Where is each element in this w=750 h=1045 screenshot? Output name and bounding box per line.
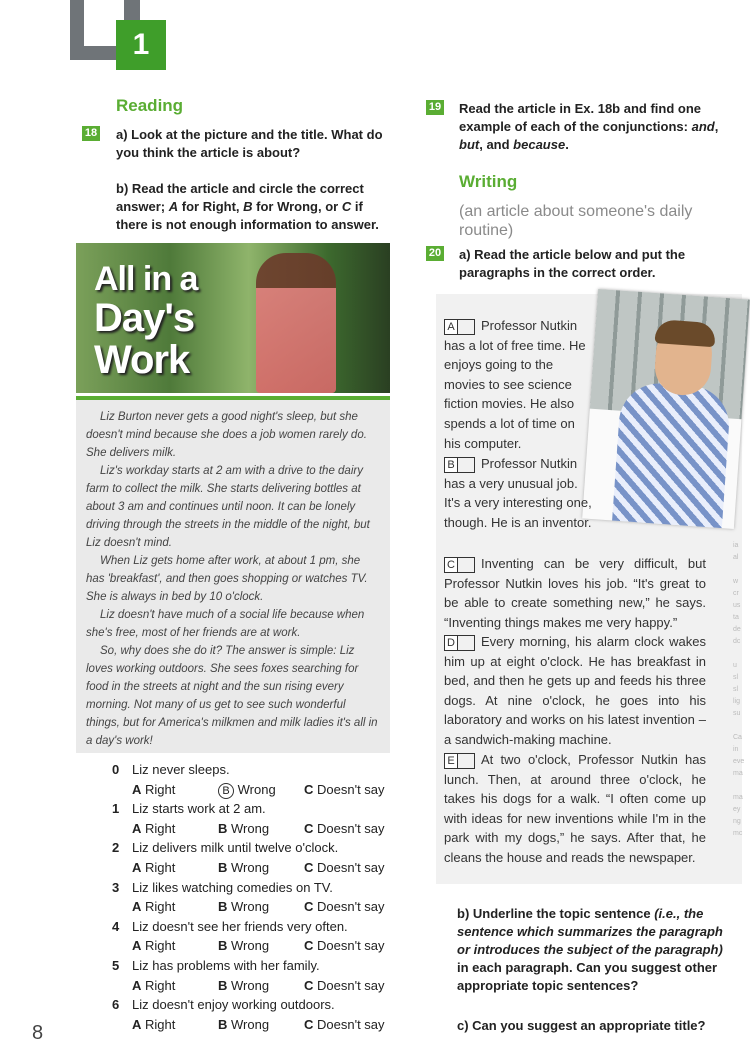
- option-c[interactable]: C Doesn't say: [304, 938, 385, 954]
- option-a[interactable]: A Right: [132, 899, 176, 915]
- option-b[interactable]: B Wrong: [218, 820, 270, 836]
- option-c[interactable]: C Doesn't say: [304, 977, 385, 993]
- paragraph-c: C Inventing can be very difficult, but Professor Nutkin loves his job. “It's great to be able to create something new,” he says. “Inventing things makes me very happy.”: [444, 556, 706, 630]
- answer-blank[interactable]: [458, 557, 475, 573]
- milk-article: [76, 396, 390, 753]
- option-a[interactable]: A Right: [132, 1016, 176, 1032]
- paragraph-letter-box: C: [444, 557, 458, 573]
- paragraph-letter-box: D: [444, 635, 458, 651]
- exercise-18a-instruction: a) Look at the picture and the title. What do you think the article is about?: [116, 127, 383, 160]
- option-b[interactable]: B Wrong: [218, 977, 270, 993]
- exercise-18b-instruction: b) Read the article and circle the correct answer; A for Right, B for Wrong, or C if there is not enough information to answer.: [116, 181, 379, 232]
- question-6: 6 Liz doesn't enjoy working outdoors.: [112, 997, 335, 1013]
- writing-subheading: (an article about someone's daily routine): [459, 203, 693, 239]
- page-number: 8: [32, 1022, 44, 1044]
- option-c[interactable]: C Doesn't say: [304, 859, 385, 875]
- question-3: 3 Liz likes watching comedies on TV.: [112, 879, 333, 895]
- option-b[interactable]: B Wrong: [218, 899, 270, 915]
- paragraph-letter-box: E: [444, 753, 458, 769]
- option-c[interactable]: C Doesn't say: [304, 820, 385, 836]
- option-a[interactable]: A Right: [132, 820, 176, 836]
- answer-blank[interactable]: [458, 319, 475, 335]
- paragraph-a: A Professor Nutkin has a lot of free time. He enjoys going to the movies to see science fiction movies. He also spends a lot of time on his computer.: [444, 318, 586, 451]
- paragraph-b: B Professor Nutkin has a very unusual job. It's a very interesting one, though. He is an inventor.: [444, 456, 592, 530]
- woman-figure: [256, 253, 336, 393]
- paragraph-letter-box: B: [444, 457, 458, 473]
- article-paragraph: Liz doesn't have much of a social life because when she's free, most of her friends are at work.: [86, 609, 365, 639]
- article-paragraph: When Liz gets home after work, at about 1 pm, she has 'breakfast', and then goes shopping or watches TV. She is always in bed by 10 o'clock.: [86, 555, 368, 603]
- answer-options-3: [112, 897, 412, 917]
- answer-blank[interactable]: [458, 457, 475, 473]
- professor-photo: [582, 289, 750, 529]
- exercise-19-instruction: Read the article in Ex. 18b and find one example of each of the conjunctions: and, but, and because.: [459, 101, 719, 152]
- question-0: 0 Liz never sleeps.: [112, 762, 230, 777]
- exercise-20b-instruction: b) Underline the topic sentence (i.e., the sentence which summarizes the paragraph or introduces the subject of the paragraph) in each paragraph. Can you suggest other appropriate topic sentences?: [457, 906, 723, 993]
- man-shirt: [612, 381, 731, 528]
- option-b[interactable]: B Wrong: [218, 859, 270, 875]
- reading-heading: Reading: [116, 96, 184, 115]
- exercise-18-number: 18: [82, 126, 100, 141]
- answer-options-2: [112, 858, 412, 878]
- article-title: All in a Day's Work: [94, 260, 198, 382]
- option-c[interactable]: C Doesn't say: [304, 781, 385, 797]
- option-a[interactable]: A Right: [132, 781, 176, 797]
- paragraph-d: D Every morning, his alarm clock wakes him up at eight o'clock. He has breakfast in bed, and then he gets up and feeds his three dogs. At nine o'clock, he goes into his laboratory and works on his latest invention – a sandwich-making machine.: [444, 634, 706, 747]
- exercise-20-number: 20: [426, 246, 444, 261]
- answer-options-0: [112, 780, 412, 800]
- article-paragraph: Liz Burton never gets a good night's sleep, but she doesn't mind because she does a job women rarely do. She delivers milk.: [86, 411, 367, 459]
- option-b-circled[interactable]: B Wrong: [218, 780, 304, 800]
- article-photo-woman: [76, 243, 390, 393]
- answer-options-1: [112, 819, 412, 839]
- option-a[interactable]: A Right: [132, 859, 176, 875]
- exercise-19-number: 19: [426, 100, 444, 115]
- answer-options-5: [112, 976, 412, 996]
- exercise-20c-instruction: c) Can you suggest an appropriate title?: [457, 1018, 706, 1033]
- option-b[interactable]: B Wrong: [218, 1016, 270, 1032]
- answer-blank[interactable]: [458, 635, 475, 651]
- paragraph-letter-box: A: [444, 319, 458, 335]
- question-2: 2 Liz delivers milk until twelve o'clock.: [112, 840, 339, 856]
- article-paragraph: So, why does she do it? The answer is simple: Liz loves working outdoors. She sees foxes searching for food in the streets at night and the sun rising every morning. Not many of us get to see such wonderful things, but for America's milkmen and milk ladies it's all in a day's work!: [86, 645, 378, 747]
- unit-number: 1: [116, 20, 166, 70]
- option-c[interactable]: C Doesn't say: [304, 899, 385, 915]
- answer-blank[interactable]: [458, 753, 475, 769]
- question-1: 1 Liz starts work at 2 am.: [112, 801, 266, 817]
- next-page-edge: ia al w cr us ta de dc u sl sl lig su Ca in eve ma ma ey ng mc: [733, 542, 745, 837]
- option-b[interactable]: B Wrong: [218, 938, 270, 954]
- option-c[interactable]: C Doesn't say: [304, 1016, 385, 1032]
- paragraph-e: E At two o'clock, Professor Nutkin has lunch. Then, at around three o'clock, he takes his dogs for a walk. “I often come up with ideas for new inventions while I'm in the park with my dogs,” he says. After that, he cleans the house and reads the newspaper.: [444, 752, 706, 865]
- writing-heading: Writing: [459, 172, 518, 191]
- question-4: 4 Liz doesn't see her friends very often.: [112, 918, 348, 934]
- answer-options-6: [112, 1015, 412, 1035]
- question-5: 5 Liz has problems with her family.: [112, 957, 320, 973]
- option-a[interactable]: A Right: [132, 977, 176, 993]
- question-list: [112, 760, 412, 1034]
- option-a[interactable]: A Right: [132, 938, 176, 954]
- answer-options-4: [112, 936, 412, 956]
- article-paragraph: Liz's workday starts at 2 am with a drive to the dairy farm to collect the milk. She starts delivering bottles at about 3 am and continues until noon. It can be lonely driving through the streets in the middle of the night, but Liz doesn't mind.: [86, 465, 370, 549]
- exercise-20a-instruction: a) Read the article below and put the paragraphs in the correct order.: [459, 247, 686, 280]
